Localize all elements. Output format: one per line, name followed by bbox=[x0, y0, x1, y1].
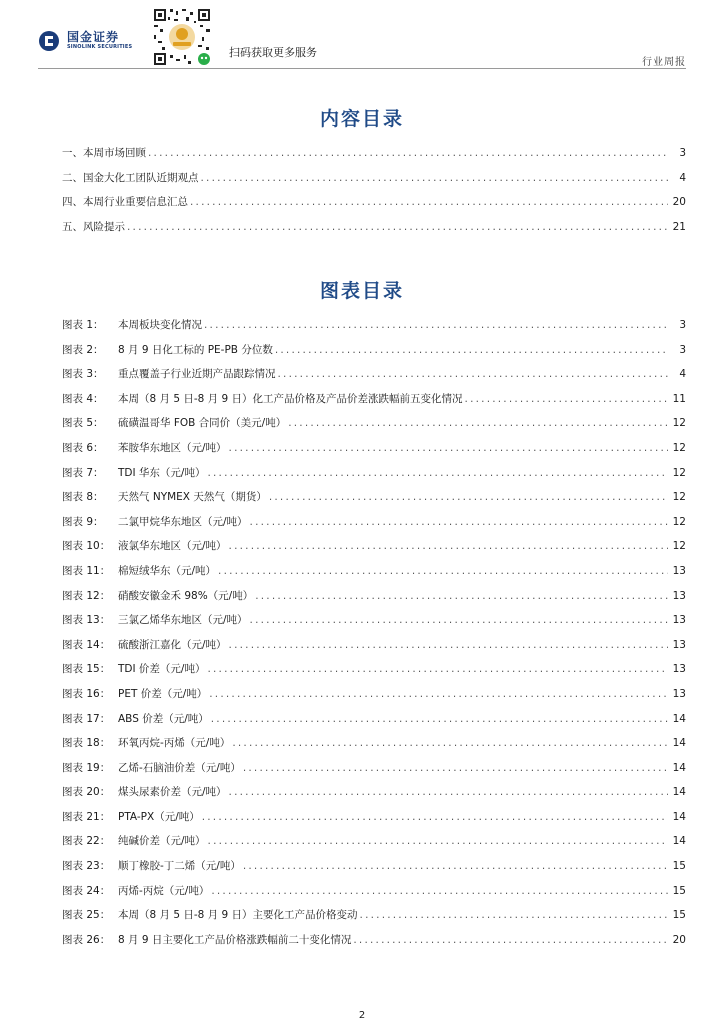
figure-item-text: 苯胺华东地区（元/吨） bbox=[118, 441, 227, 454]
contents-item[interactable] bbox=[62, 219, 686, 244]
header-divider bbox=[38, 68, 686, 69]
dot-leader bbox=[250, 516, 668, 528]
figure-item-page: 3 bbox=[679, 343, 686, 356]
figure-item-label: 图表 20： bbox=[62, 786, 111, 799]
dot-leader bbox=[229, 786, 668, 798]
figure-item[interactable] bbox=[62, 366, 686, 391]
figure-item-label: 图表 18： bbox=[62, 737, 111, 750]
dot-leader bbox=[250, 614, 668, 626]
dot-leader bbox=[229, 639, 668, 651]
figure-item-text: 8 月 9 日化工标的 PE-PB 分位数 bbox=[118, 343, 273, 356]
contents-item-text: 四、本周行业重要信息汇总 bbox=[62, 196, 188, 209]
company-logo bbox=[38, 30, 132, 52]
figure-item-page: 3 bbox=[679, 319, 686, 331]
figure-item-label: 图表 22： bbox=[62, 835, 111, 848]
dot-leader bbox=[269, 491, 668, 503]
sinolink-logo-icon bbox=[38, 30, 62, 52]
qr-caption: 扫码获取更多服务 bbox=[229, 46, 317, 59]
figure-item[interactable] bbox=[62, 858, 686, 883]
figure-item-text: 本周（8 月 5 日-8 月 9 日）化工产品价格及产品价差涨跌幅前五变化情况 bbox=[118, 392, 463, 405]
figure-item[interactable] bbox=[62, 760, 686, 785]
dot-leader bbox=[278, 368, 669, 380]
contents-item-text: 一、本周市场回顾 bbox=[62, 147, 146, 159]
figure-item-label: 图表 21： bbox=[62, 810, 111, 823]
dot-leader bbox=[353, 934, 668, 946]
figure-item-page: 14 bbox=[672, 737, 686, 750]
figure-item-page: 13 bbox=[672, 638, 686, 651]
figure-item-page: 13 bbox=[672, 687, 686, 700]
figure-item-text: ABS 价差（元/吨） bbox=[118, 712, 209, 725]
dot-leader bbox=[218, 565, 668, 577]
figure-item-label: 图表 12： bbox=[62, 589, 111, 602]
figure-item-label: 图表 17： bbox=[62, 712, 111, 725]
figure-item-text: 液氯华东地区（元/吨） bbox=[118, 540, 227, 553]
figure-item[interactable] bbox=[62, 907, 686, 932]
figure-item-text: TDI 价差（元/吨） bbox=[118, 663, 206, 676]
figure-item-text: 重点覆盖子行业近期产品跟踪情况 bbox=[118, 368, 276, 381]
figure-item-text: TDI 华东（元/吨） bbox=[118, 466, 206, 479]
dot-leader bbox=[207, 467, 668, 479]
figure-item-text: 乙烯-石脑油价差（元/吨） bbox=[118, 761, 241, 774]
page-header bbox=[0, 0, 724, 70]
figure-item-label: 图表 15： bbox=[62, 663, 111, 676]
figure-item-text: 本周板块变化情况 bbox=[118, 319, 202, 331]
dot-leader bbox=[229, 442, 668, 454]
figure-item-page: 20 bbox=[672, 933, 686, 946]
figure-item-label: 图表 3： bbox=[62, 368, 104, 381]
figure-item-page: 13 bbox=[672, 564, 686, 577]
figure-item[interactable] bbox=[62, 784, 686, 809]
report-type-label: 行业周报 bbox=[642, 57, 686, 68]
figure-item[interactable] bbox=[62, 932, 686, 957]
dot-leader bbox=[229, 540, 668, 552]
figure-item-page: 11 bbox=[672, 392, 686, 405]
dot-leader bbox=[360, 909, 668, 921]
figure-item[interactable] bbox=[62, 883, 686, 908]
figure-item-text: 环氧丙烷-丙烯（元/吨） bbox=[118, 737, 231, 750]
figure-item-page: 12 bbox=[672, 540, 686, 553]
figure-item-label: 图表 2： bbox=[62, 343, 104, 356]
figure-item[interactable] bbox=[62, 440, 686, 465]
figure-item-label: 图表 19： bbox=[62, 761, 111, 774]
contents-item-page: 3 bbox=[679, 147, 686, 159]
contents-item-text: 五、风险提示 bbox=[62, 220, 125, 233]
figure-item-page: 12 bbox=[672, 466, 686, 479]
contents-item-text: 二、国金大化工团队近期观点 bbox=[62, 171, 199, 184]
figure-item-page: 15 bbox=[672, 860, 686, 873]
figure-item-label: 图表 24： bbox=[62, 884, 111, 897]
figure-item-label: 图表 11： bbox=[62, 564, 111, 577]
figure-item-label: 图表 14： bbox=[62, 638, 111, 651]
contents-item-page: 4 bbox=[679, 171, 686, 184]
figure-item-label: 图表 16： bbox=[62, 687, 111, 700]
figure-item[interactable] bbox=[62, 711, 686, 736]
dot-leader bbox=[243, 860, 668, 872]
figure-item[interactable] bbox=[62, 563, 686, 588]
dot-leader bbox=[127, 221, 668, 233]
figure-item-page: 13 bbox=[672, 663, 686, 676]
qr-code-icon[interactable] bbox=[152, 7, 212, 67]
contents-title: 内容目录 bbox=[319, 108, 404, 130]
contents-item-page: 20 bbox=[672, 196, 686, 209]
figure-item-page: 14 bbox=[672, 810, 686, 823]
figure-item[interactable] bbox=[62, 342, 686, 367]
figure-item[interactable] bbox=[62, 637, 686, 662]
figure-item-page: 15 bbox=[672, 909, 686, 922]
figure-item[interactable] bbox=[62, 809, 686, 834]
figure-item-label: 图表 4： bbox=[62, 392, 104, 405]
figure-item-page: 15 bbox=[672, 884, 686, 897]
figure-item-label: 图表 6： bbox=[62, 441, 104, 454]
dot-leader bbox=[465, 393, 668, 405]
figure-item-text: 本周（8 月 5 日-8 月 9 日）主要化工产品价格变动 bbox=[118, 909, 358, 922]
figure-item-text: 煤头尿素价差（元/吨） bbox=[118, 786, 227, 799]
figure-item[interactable] bbox=[62, 833, 686, 858]
dot-leader bbox=[243, 762, 668, 774]
figure-item-page: 12 bbox=[672, 515, 686, 528]
figure-item-page: 13 bbox=[672, 589, 686, 602]
figure-item-label: 图表 26： bbox=[62, 933, 111, 946]
figure-item-label: 图表 5： bbox=[62, 417, 104, 430]
figure-item-text: 硫酸浙江嘉化（元/吨） bbox=[118, 638, 227, 651]
contents-item[interactable] bbox=[62, 170, 686, 195]
dot-leader bbox=[209, 688, 668, 700]
dot-leader bbox=[204, 319, 668, 331]
figure-item-label: 图表 1： bbox=[62, 319, 104, 331]
figure-item-page: 13 bbox=[672, 614, 686, 627]
contents-item[interactable] bbox=[62, 194, 686, 219]
figure-item-text: 三氯乙烯华东地区（元/吨） bbox=[118, 614, 248, 627]
dot-leader bbox=[255, 590, 668, 602]
brand-name-cn: 国金证券 bbox=[67, 30, 120, 44]
dot-leader bbox=[207, 663, 668, 675]
figure-item-text: 二氯甲烷华东地区（元/吨） bbox=[118, 515, 248, 528]
figure-item[interactable] bbox=[62, 735, 686, 760]
dot-leader bbox=[211, 885, 668, 897]
figure-item-label: 图表 13： bbox=[62, 614, 111, 627]
figure-item-text: 棉短绒华东（元/吨） bbox=[118, 564, 217, 577]
figure-item[interactable] bbox=[62, 465, 686, 490]
figures-list bbox=[62, 317, 686, 956]
figure-item-label: 图表 9： bbox=[62, 515, 104, 528]
figure-item-text: 天然气 NYMEX 天然气（期货） bbox=[118, 491, 267, 504]
contents-list bbox=[62, 145, 686, 243]
page-number: 2 bbox=[358, 1010, 366, 1021]
dot-leader bbox=[202, 811, 668, 823]
figure-item-page: 14 bbox=[672, 712, 686, 725]
figure-item-text: 纯碱价差（元/吨） bbox=[118, 835, 206, 848]
dot-leader bbox=[211, 713, 668, 725]
figure-item[interactable] bbox=[62, 686, 686, 711]
brand-name-en: SINOLINK SECURITIES bbox=[67, 44, 133, 50]
figure-item-text: 顺丁橡胶-丁二烯（元/吨） bbox=[118, 860, 241, 873]
figure-item-label: 图表 25： bbox=[62, 909, 111, 922]
dot-leader bbox=[232, 737, 668, 749]
figure-item-page: 14 bbox=[672, 761, 686, 774]
contents-item[interactable] bbox=[62, 145, 686, 170]
figures-title: 图表目录 bbox=[319, 280, 404, 302]
figure-item-page: 4 bbox=[679, 368, 686, 381]
figure-item[interactable] bbox=[62, 661, 686, 686]
figure-item[interactable] bbox=[62, 317, 686, 342]
figure-item-page: 12 bbox=[672, 417, 686, 430]
dot-leader bbox=[208, 835, 668, 847]
dot-leader bbox=[288, 417, 668, 429]
figure-item[interactable] bbox=[62, 538, 686, 563]
dot-leader bbox=[190, 196, 668, 208]
figure-item[interactable] bbox=[62, 514, 686, 539]
figure-item-page: 14 bbox=[672, 835, 686, 848]
figure-item-text: PTA-PX（元/吨） bbox=[118, 810, 200, 823]
figure-item[interactable] bbox=[62, 391, 686, 416]
figure-item-text: 硝酸安徽金禾 98%（元/吨） bbox=[118, 589, 254, 602]
figure-item-page: 12 bbox=[672, 491, 686, 504]
dot-leader bbox=[148, 147, 668, 159]
figure-item-text: 丙烯-丙烷（元/吨） bbox=[118, 884, 210, 897]
figure-item-label: 图表 10： bbox=[62, 540, 111, 553]
dot-leader bbox=[275, 344, 668, 356]
figure-item-label: 图表 8： bbox=[62, 491, 104, 504]
figure-item-label: 图表 7： bbox=[62, 466, 104, 479]
figure-item[interactable] bbox=[62, 612, 686, 637]
dot-leader bbox=[201, 172, 669, 184]
figure-item[interactable] bbox=[62, 588, 686, 613]
figure-item-text: PET 价差（元/吨） bbox=[118, 687, 208, 700]
figure-item-text: 硫磺温哥华 FOB 合同价（美元/吨） bbox=[118, 417, 287, 430]
figure-item[interactable] bbox=[62, 415, 686, 440]
figure-item-page: 14 bbox=[672, 786, 686, 799]
figure-item[interactable] bbox=[62, 489, 686, 514]
figure-item-text: 8 月 9 日主要化工产品价格涨跌幅前二十变化情况 bbox=[118, 933, 352, 946]
contents-item-page: 21 bbox=[672, 220, 686, 233]
figure-item-label: 图表 23： bbox=[62, 860, 111, 873]
figure-item-page: 12 bbox=[672, 441, 686, 454]
